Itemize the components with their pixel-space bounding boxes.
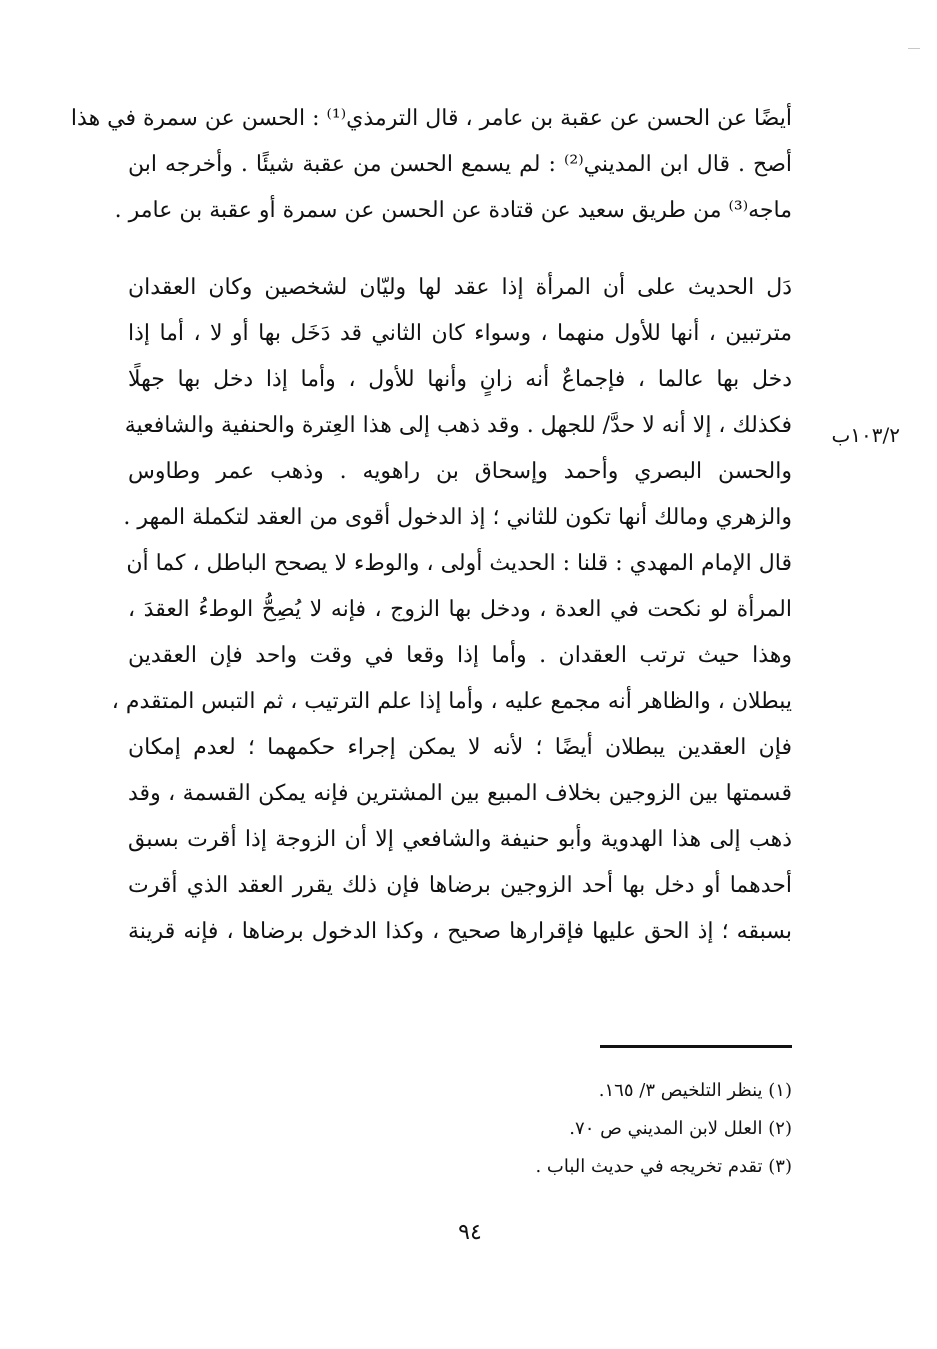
text-line: فإن العقدين يبطلان أيضًا ؛ لأنه لا يمكن إجراء حكمهما ؛ لعدم إمكان (128, 735, 792, 760)
text-line: مترتبين ، أنها للأول منهما ، وسواء كان الثاني قد دَخَل بها أو لا ، أما إذا (128, 321, 792, 346)
manuscript-margin-note: ١٠٣/٢ب (831, 423, 900, 447)
text-line: ذهب إلى هذا الهدوية وأبو حنيفة والشافعي إلا أن الزوجة إذا أقرت بسبق (128, 827, 792, 852)
text-line: والحسن البصري وأحمد وإسحاق بن راهويه . وذهب عمر وطاوس (128, 459, 792, 484)
text-line: بسبقه ؛ إذ الحق عليها فإقرارها صحيح ، وكذا الدخول برضاها ، فإنه قرينة (128, 919, 792, 944)
paragraph-commentary (111, 265, 792, 955)
page-number: ٩٤ (458, 1220, 482, 1245)
text-line: ماجه⁽³⁾ من طريق سعيد عن قتادة عن الحسن عن سمرة أو عقبة بن عامر . (114, 198, 792, 223)
scan-mark (908, 48, 920, 49)
footnote-divider (600, 1045, 792, 1048)
footnote: (٣) تقدم تخريجه في حديث الباب . (535, 1156, 792, 1177)
text-line: فكذلك ، إلا أنه لا حدَّ/ للجهل . وقد ذهب إلى هذا العِترة والحنفية والشافعية (124, 413, 792, 438)
text-line: دخل بها عالما ، فإجماعٌ أنه زانٍ وأنها للأول ، وأما إذا دخل بها جهلًا (128, 367, 792, 392)
text-line: أحدهما أو دخل بها أحد الزوجين برضاها فإن ذلك يقرر العقد الذي أقرت (128, 873, 792, 898)
paragraph-intro (70, 96, 793, 234)
footnote: (١) ينظر التلخيص ٣/ ١٦٥. (598, 1080, 792, 1101)
text-line: قسمتها بين الزوجين بخلاف المبيع بين المشترين فإنه يمكن القسمة ، وقد (128, 781, 792, 806)
text-line: يبطلان ، والظاهر أنه مجمع عليه ، وأما إذا علم الترتيب ، ثم التبس المتقدم ، (111, 689, 792, 714)
footnotes (420, 1072, 792, 1186)
text-line: المرأة لو نكحت في العدة ، ودخل بها الزوج ، فإنه لا يُصِحُّ الوطءُ العقدَ ، (128, 597, 792, 622)
text-line: أصح . قال ابن المديني⁽²⁾ : لم يسمع الحسن من عقبة شيئًا . وأخرجه ابن (128, 152, 793, 177)
text-line: قال الإمام المهدي : قلنا : الحديث أولى ، والوطء لا يصحح الباطل ، كما أن (126, 551, 792, 576)
text-line: أيضًا عن الحسن عن عقبة بن عامر ، قال الترمذي⁽¹⁾ : الحسن عن سمرة في هذا (70, 106, 792, 131)
footnote: (٢) العلل لابن المديني ص ٧٠. (569, 1118, 792, 1139)
text-line: دَل الحديث على أن المرأة إذا عقد لها وليّان لشخصين وكان العقدان (128, 275, 792, 300)
text-line: وهذا حيث ترتب العقدان . وأما إذا وقعا في وقت واحد فإن العقدين (128, 643, 792, 668)
text-line: والزهري ومالك أنها تكون للثاني ؛ إذ الدخول أقوى من العقد لتكملة المهر . (123, 505, 792, 530)
